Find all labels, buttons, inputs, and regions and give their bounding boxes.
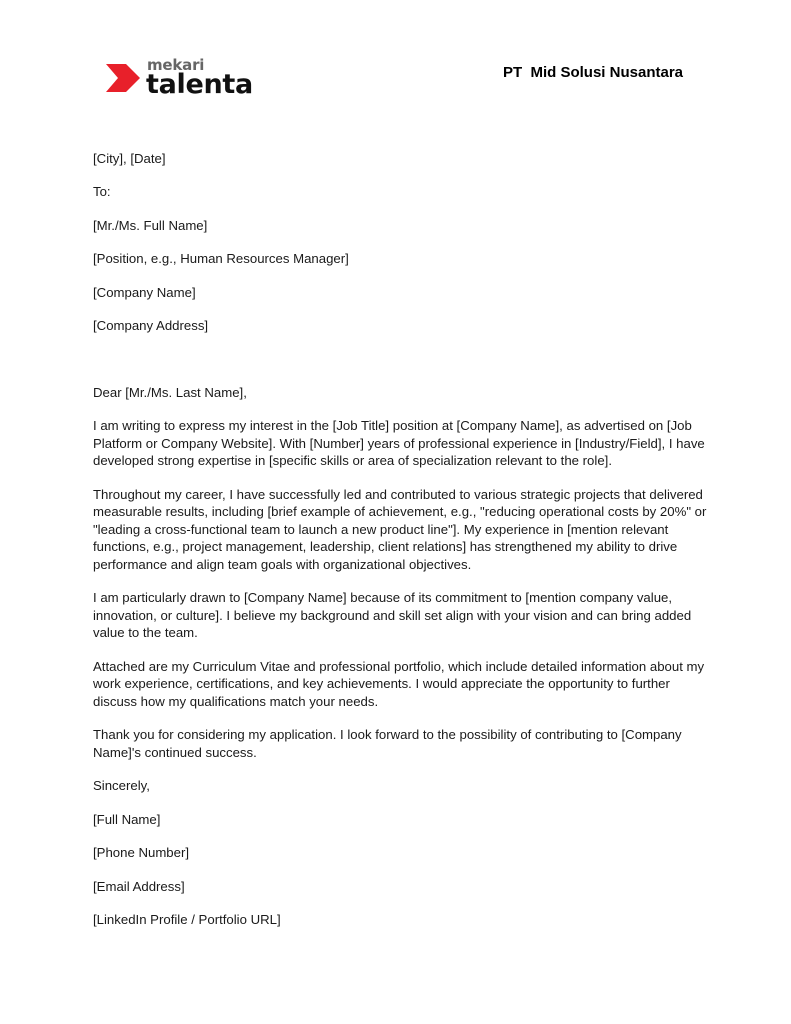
paragraph-line: I am writing to express my interest in the [Job Title] position at [Company Name], as advertised on [Job	[93, 417, 692, 433]
signature-full-name: [Full Name]	[93, 811, 161, 827]
paragraph-attachments	[93, 658, 705, 711]
paragraph-intro	[93, 417, 705, 470]
paragraph-line: functions, e.g., project management, leadership, client relations] has strengthened my ability to drive	[93, 539, 678, 555]
letter-body	[93, 150, 705, 944]
closing: Sincerely,	[93, 778, 150, 794]
paragraph-line: Throughout my career, I have successfully led and contributed to various strategic projects that delivered	[93, 486, 703, 502]
paragraph-thanks	[93, 726, 705, 761]
recipient-name: [Mr./Ms. Full Name]	[93, 217, 208, 233]
paragraph-line: Thank you for considering my application. I look forward to the possibility of contributing to [Company	[93, 727, 682, 743]
paragraph-line: Platform or Company Website]. With [Number] years of professional experience in [Industry/Field], I have	[93, 435, 705, 451]
paragraph-line: developed strong expertise in [specific skills or area of specialization relevant to the role].	[93, 453, 612, 469]
paragraph-line: Name]'s continued success.	[93, 745, 257, 761]
paragraph-line: Attached are my Curriculum Vitae and professional portfolio, which include detailed information about my	[93, 658, 705, 674]
salutation: Dear [Mr./Ms. Last Name],	[93, 384, 247, 400]
paragraph-line: innovation, or culture]. I believe my background and skill set align with your vision and can bring added	[93, 607, 692, 623]
paragraph-line: discuss how my qualifications match your needs.	[93, 694, 379, 710]
paragraph-line: "leading a cross-functional team to launch a new product line"]. My experience in [mention relevant	[93, 521, 669, 537]
paragraph-line: work experience, certifications, and key achievements. I would appreciate the opportunity to further	[93, 676, 670, 692]
paragraph-experience	[93, 486, 705, 574]
to-label: To:	[93, 184, 111, 200]
signature-linkedin: [LinkedIn Profile / Portfolio URL]	[93, 911, 281, 927]
signature-email: [Email Address]	[93, 878, 185, 894]
paragraph-motivation	[93, 589, 705, 642]
talenta-chevron-icon	[104, 61, 142, 95]
paragraph-line: performance and align team goals with organizational objectives.	[93, 556, 472, 572]
paragraph-line: I am particularly drawn to [Company Name] because of its commitment to [mention company value,	[93, 590, 673, 606]
recipient-address: [Company Address]	[93, 317, 209, 333]
logo-brand-small: mekari	[147, 56, 205, 74]
recipient-position: [Position, e.g., Human Resources Manager]	[93, 251, 349, 267]
mekari-talenta-logo	[104, 56, 254, 102]
logo-brand-large: talenta	[146, 69, 253, 100]
paragraph-line: value to the team.	[93, 625, 198, 641]
paragraph-line: measurable results, including [brief example of achievement, e.g., "reducing operational costs by 20%" or	[93, 504, 707, 520]
company-name-header: PT Mid Solusi Nusantara	[502, 64, 683, 81]
recipient-company: [Company Name]	[93, 284, 196, 300]
signature-phone: [Phone Number]	[93, 845, 190, 861]
city-date: [City], [Date]	[93, 151, 166, 166]
